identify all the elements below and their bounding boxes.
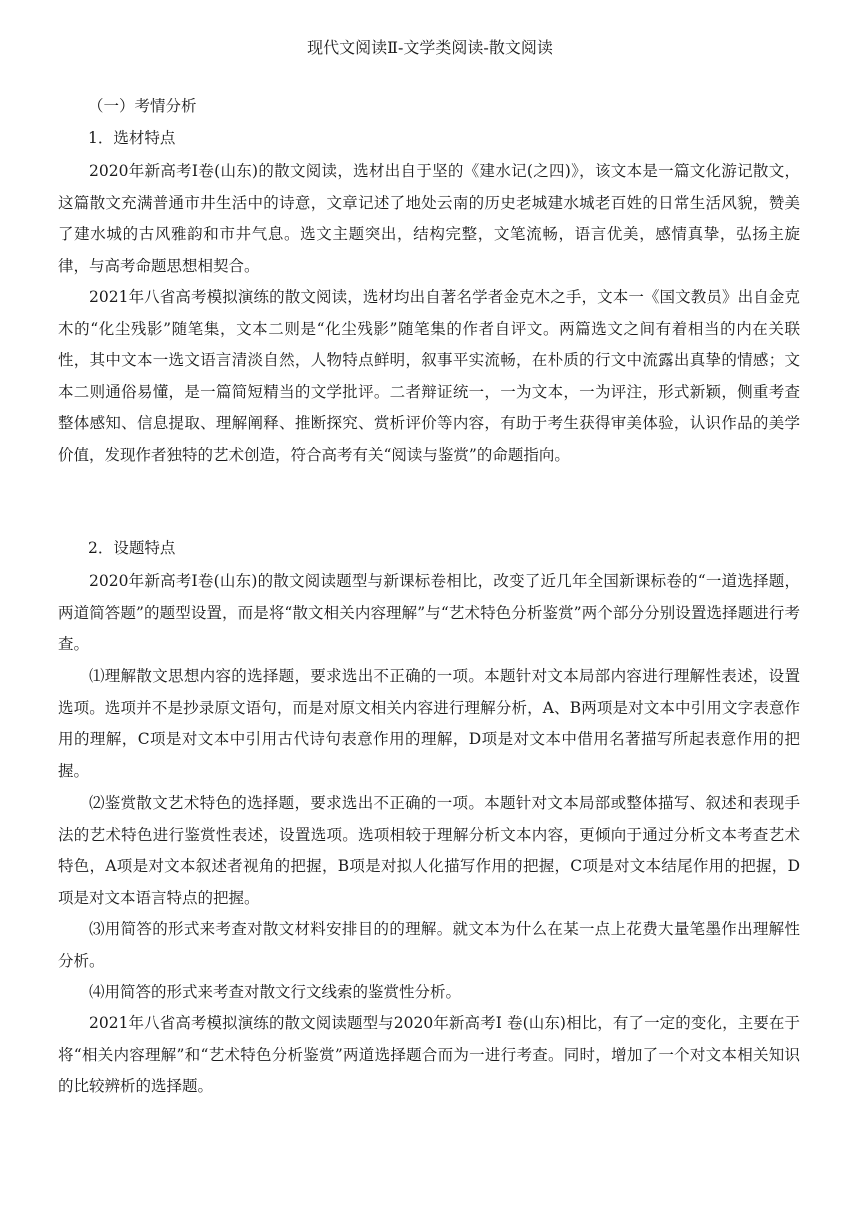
paragraph: 2021年八省高考模拟演练的散文阅读题型与2020年新高考Ⅰ 卷(山东)相比，有了一定的变化，主要在于将“相关内容理解”和“艺术特色分析鉴赏”两道选择题合而为一进行考查。同时，增加了一个对文本相关知识的比较辨析的选择题。	[58, 1014, 800, 1096]
paragraph: 2021年八省高考模拟演练的散文阅读，选材均出自著名学者金克木之手，文本一《国文教员》出自金克木的“化尘残影”随笔集，文本二则是“化尘残影”随笔集的作者自评文。两篇选文之间有着相当的内在关联性，其中文本一选文语言清淡自然，人物特点鲜明，叙事平实流畅，在朴质的行文中流露出真挚的情感；文本二则通俗易懂，是一篇简短精当的文学批评。二者辩证统一，一为文本，一为评注，形式新颖，侧重考查整体感知、信息提取、理解阐释、推断探究、赏析评价等内容，有助于考生获得审美体验，认识作品的美学价值，发现作者独特的艺术创造，符合高考有关“阅读与鉴赏”的命题指向。	[58, 288, 800, 464]
subsection-heading: 1．选材特点	[88, 129, 176, 147]
subsection-heading: 2．设题特点	[88, 539, 176, 557]
paragraph: ⑴理解散文思想内容的选择题，要求选出不正确的一项。本题针对文本局部内容进行理解性表述，设置选项。选项并不是抄录原文语句，而是对原文相关内容进行理解分析，A、B两项是对文本中引用文字表意作用的理解，C项是对文本中引用古代诗句表意作用的理解，D项是对文本中借用名著描写所起表意作用的把握。	[58, 667, 800, 780]
paragraph: 2020年新高考Ⅰ卷(山东)的散文阅读，选材出自于坚的《建水记(之四)》，该文本是一篇文化游记散文，这篇散文充满普通市井生活中的诗意，文章记述了地处云南的历史老城建水城老百姓的日常生活风貌，赞美了建水城的古风雅韵和市井气息。选文主题突出，结构完整，文笔流畅，语言优美，感情真挚，弘扬主旋律，与高考命题思想相契合。	[58, 162, 800, 275]
paragraph: 2020年新高考Ⅰ卷(山东)的散文阅读题型与新课标卷相比，改变了近几年全国新课标卷的“一道选择题，两道简答题”的题型设置，而是将“散文相关内容理解”与“艺术特色分析鉴赏”两个部分分别设置选择题进行考查。	[58, 572, 800, 654]
paragraph: ⑶用简答的形式来考查对散文材料安排目的的理解。就文本为什么在某一点上花费大量笔墨作出理解性分析。	[58, 920, 800, 970]
section-heading: （一）考情分析	[88, 97, 197, 115]
document-title: 现代文阅读Ⅱ-文学类阅读-散文阅读	[307, 38, 553, 57]
paragraph: ⑵鉴赏散文艺术特色的选择题，要求选出不正确的一项。本题针对文本局部或整体描写、叙述和表现手法的艺术特色进行鉴赏性表述，设置选项。选项相较于理解分析文本内容，更倾向于通过分析文本考查艺术特色，A项是对文本叙述者视角的把握，B项是对拟人化描写作用的把握，C项是对文本结尾作用的把握，D项是对文本语言特点的把握。	[58, 794, 800, 907]
paragraph: ⑷用简答的形式来考查对散文行文线索的鉴赏性分析。	[89, 983, 462, 1001]
